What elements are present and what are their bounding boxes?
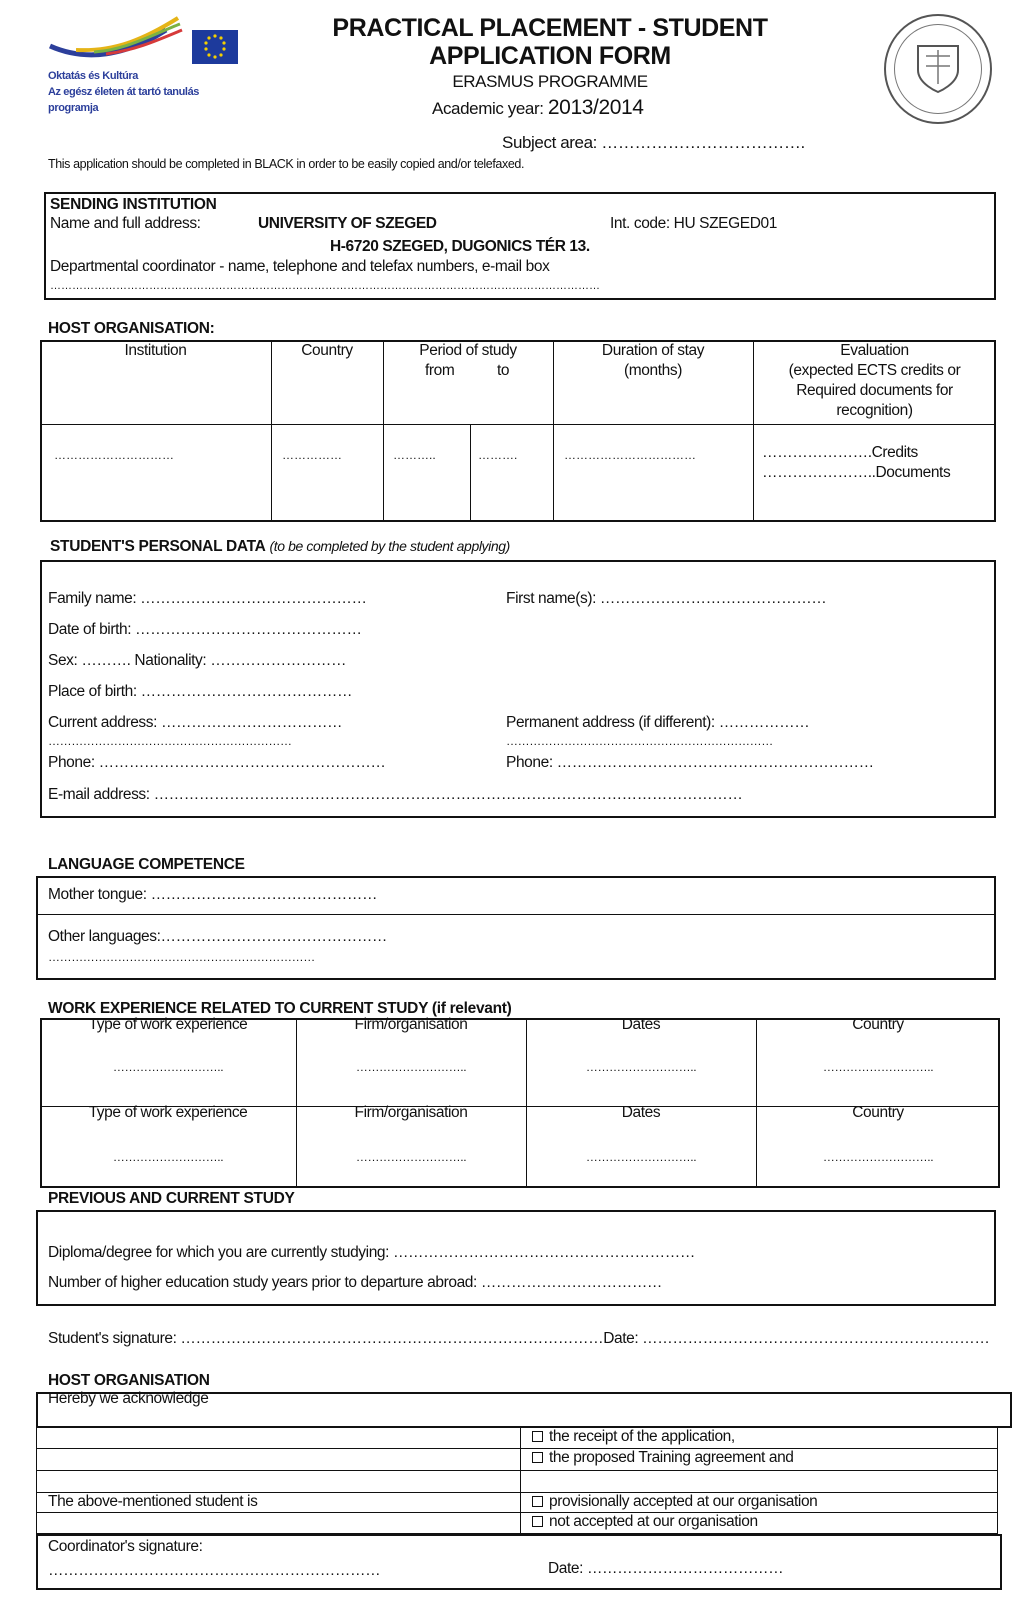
program-logo bbox=[46, 12, 246, 122]
coordinator-signature-field[interactable]: ………………………………………………………… bbox=[48, 1562, 381, 1579]
host-col-eval-4: recognition) bbox=[836, 402, 913, 419]
host-institution-field[interactable]: ………………………… bbox=[54, 448, 174, 462]
work-row1-type-field[interactable]: ……………………….. bbox=[112, 1060, 224, 1074]
form-title-line-2: APPLICATION FORM bbox=[429, 42, 671, 70]
university-seal bbox=[884, 14, 992, 124]
dob-field[interactable]: Date of birth: ……………………………………… bbox=[48, 621, 362, 638]
work-row2-type-field[interactable]: ……………………….. bbox=[112, 1150, 224, 1164]
sex-nationality-field[interactable]: Sex: ………. Nationality: ……………………… bbox=[48, 652, 347, 669]
host-heading: HOST ORGANISATION: bbox=[48, 320, 215, 337]
personal-heading-text: STUDENT'S PERSONAL DATA bbox=[50, 538, 266, 555]
other-languages-field[interactable]: Other languages:……………………………………… bbox=[48, 928, 388, 945]
work-heading: WORK EXPERIENCE RELATED TO CURRENT STUDY (if relevant) bbox=[48, 1000, 512, 1017]
form-subtitle: ERASMUS PROGRAMME bbox=[452, 72, 648, 91]
family-name-field[interactable]: Family name: ……………………………………… bbox=[48, 590, 367, 607]
work-row1-dates-field[interactable]: ……………………….. bbox=[585, 1060, 697, 1074]
current-address-field[interactable]: Current address: ……………………………… bbox=[48, 714, 343, 731]
permanent-address-dots[interactable]: …………………………………………………………… bbox=[506, 734, 773, 748]
host-col-eval-3: Required documents for bbox=[796, 382, 953, 399]
sending-heading: SENDING INSTITUTION bbox=[50, 196, 217, 213]
coordinator-date-field[interactable]: Date: ………………………………… bbox=[548, 1560, 784, 1577]
subject-area: Subject area: ………………………………. bbox=[502, 133, 805, 152]
diploma-field[interactable]: Diploma/degree for which you are currently studying: …………………………………………………… bbox=[48, 1244, 695, 1261]
receipt-checkbox-row[interactable] bbox=[532, 1428, 735, 1446]
phone-right-field[interactable]: Phone: ……………………………………………………… bbox=[506, 754, 874, 771]
instruction-text: This application should be completed in BLACK in order to be easily copied and/or telefaxed. bbox=[48, 157, 525, 171]
work-row1-firm: Firm/organisation bbox=[354, 1016, 468, 1033]
receipt-checkbox[interactable] bbox=[532, 1431, 543, 1442]
host-col-duration-1: Duration of stay bbox=[601, 342, 705, 359]
work-row2-firm-field[interactable]: ……………………….. bbox=[355, 1150, 467, 1164]
phone-left-field[interactable]: Phone: ………………………………………………… bbox=[48, 754, 386, 771]
other-languages-dots[interactable]: …………………………………………………………… bbox=[48, 950, 315, 964]
agreement-checkbox-row[interactable] bbox=[532, 1449, 794, 1467]
program-logo-line-2: Az egész életen át tartó tanulás bbox=[48, 86, 200, 98]
work-row2-country: Country bbox=[852, 1104, 904, 1121]
host-country-field[interactable]: …………… bbox=[282, 448, 342, 462]
work-row2-type: Type of work experience bbox=[88, 1104, 248, 1121]
not-accepted-checkbox-row[interactable] bbox=[532, 1513, 758, 1531]
host-col-institution: Institution bbox=[124, 342, 187, 359]
agreement-checkbox[interactable] bbox=[532, 1452, 543, 1463]
work-row1-country: Country bbox=[852, 1016, 904, 1033]
host-from-field[interactable]: ……….. bbox=[393, 448, 436, 462]
host-credits-field[interactable]: ………………….Credits bbox=[762, 444, 918, 461]
sending-name-label: Name and full address: bbox=[50, 215, 201, 232]
accepted-label: provisionally accepted at our organisation bbox=[549, 1493, 818, 1510]
seal-crest-icon bbox=[908, 38, 968, 98]
email-field[interactable]: E-mail address: ……………………………………………………………………………………………………… bbox=[48, 786, 743, 803]
permanent-address-field[interactable]: Permanent address (if different): ……………… bbox=[506, 714, 810, 731]
language-heading: LANGUAGE COMPETENCE bbox=[48, 856, 245, 873]
personal-heading bbox=[50, 538, 510, 556]
host-col-eval-2: (expected ECTS credits or bbox=[788, 362, 961, 379]
sending-coordinator-label: Departmental coordinator - name, telephone and telefax numbers, e-mail box bbox=[50, 258, 550, 275]
sending-address: H-6720 SZEGED, DUGONICS TÉR 13. bbox=[330, 238, 590, 255]
program-logo-line-1: Oktatás és Kultúra bbox=[48, 70, 139, 82]
form-title-line-1: PRACTICAL PLACEMENT - STUDENT bbox=[332, 14, 768, 42]
host-col-eval-1: Evaluation bbox=[840, 342, 909, 359]
study-heading: PREVIOUS AND CURRENT STUDY bbox=[48, 1190, 295, 1207]
work-row1-country-field[interactable]: ……………………….. bbox=[822, 1060, 934, 1074]
pob-field[interactable]: Place of birth: …………………………………… bbox=[48, 683, 353, 700]
accepted-checkbox[interactable] bbox=[532, 1496, 543, 1507]
receipt-label: the receipt of the application, bbox=[549, 1428, 735, 1445]
work-row2-dates: Dates bbox=[621, 1104, 661, 1121]
academic-year-value: 2013/2014 bbox=[547, 96, 644, 119]
host-col-period: Period of study bbox=[419, 342, 517, 359]
host-col-country: Country bbox=[301, 342, 353, 359]
work-row2-dates-field[interactable]: ……………………….. bbox=[585, 1150, 697, 1164]
mother-tongue-field[interactable]: Mother tongue: ……………………………………… bbox=[48, 886, 378, 903]
study-years-field[interactable]: Number of higher education study years prior to departure abroad: ……………………………… bbox=[48, 1274, 663, 1291]
host-ack-grid bbox=[36, 1426, 998, 1534]
work-row2-firm: Firm/organisation bbox=[354, 1104, 468, 1121]
work-row2-country-field[interactable]: ……………………….. bbox=[822, 1150, 934, 1164]
host-col-to: to bbox=[497, 362, 510, 379]
host-col-duration-2: (months) bbox=[624, 362, 682, 379]
not-accepted-checkbox[interactable] bbox=[532, 1516, 543, 1527]
eu-flag-icon bbox=[192, 30, 238, 64]
academic-year-label: Academic year: bbox=[432, 99, 544, 118]
agreement-label: the proposed Training agreement and bbox=[549, 1449, 794, 1466]
work-row1-dates: Dates bbox=[621, 1016, 661, 1033]
host-ack-heading: HOST ORGANISATION bbox=[48, 1372, 210, 1389]
first-name-field[interactable]: First name(s): ……………………………………… bbox=[506, 590, 827, 607]
work-row1-type: Type of work experience bbox=[88, 1016, 248, 1033]
program-logo-line-3: programja bbox=[48, 102, 99, 114]
work-row1-firm-field[interactable]: ……………………….. bbox=[355, 1060, 467, 1074]
host-documents-field[interactable]: …………………..Documents bbox=[762, 464, 951, 481]
coordinator-signature-label: Coordinator's signature: bbox=[48, 1538, 203, 1555]
student-signature-field[interactable]: Student's signature: …………………………………………………………………………Date: …………………………………………………………… bbox=[48, 1330, 990, 1347]
host-duration-field[interactable]: …………………………… bbox=[564, 448, 696, 462]
sending-int-code: Int. code: HU SZEGED01 bbox=[610, 215, 777, 232]
academic-year bbox=[432, 96, 644, 120]
not-accepted-label: not accepted at our organisation bbox=[549, 1513, 758, 1530]
sending-name-value: UNIVERSITY OF SZEGED bbox=[258, 215, 437, 232]
host-col-from: from bbox=[425, 362, 455, 379]
accepted-checkbox-row[interactable] bbox=[532, 1493, 817, 1511]
host-to-field[interactable]: ………. bbox=[478, 448, 518, 462]
acknowledge-text: Hereby we acknowledge bbox=[48, 1390, 209, 1407]
sending-coordinator-dots[interactable]: …………………………………………………………………………………………………………………………………… bbox=[50, 280, 600, 292]
personal-heading-note: (to be completed by the student applying) bbox=[269, 538, 510, 554]
current-address-dots[interactable]: ……………………………………………………… bbox=[48, 734, 292, 748]
student-is-text: The above-mentioned student is bbox=[48, 1493, 258, 1510]
